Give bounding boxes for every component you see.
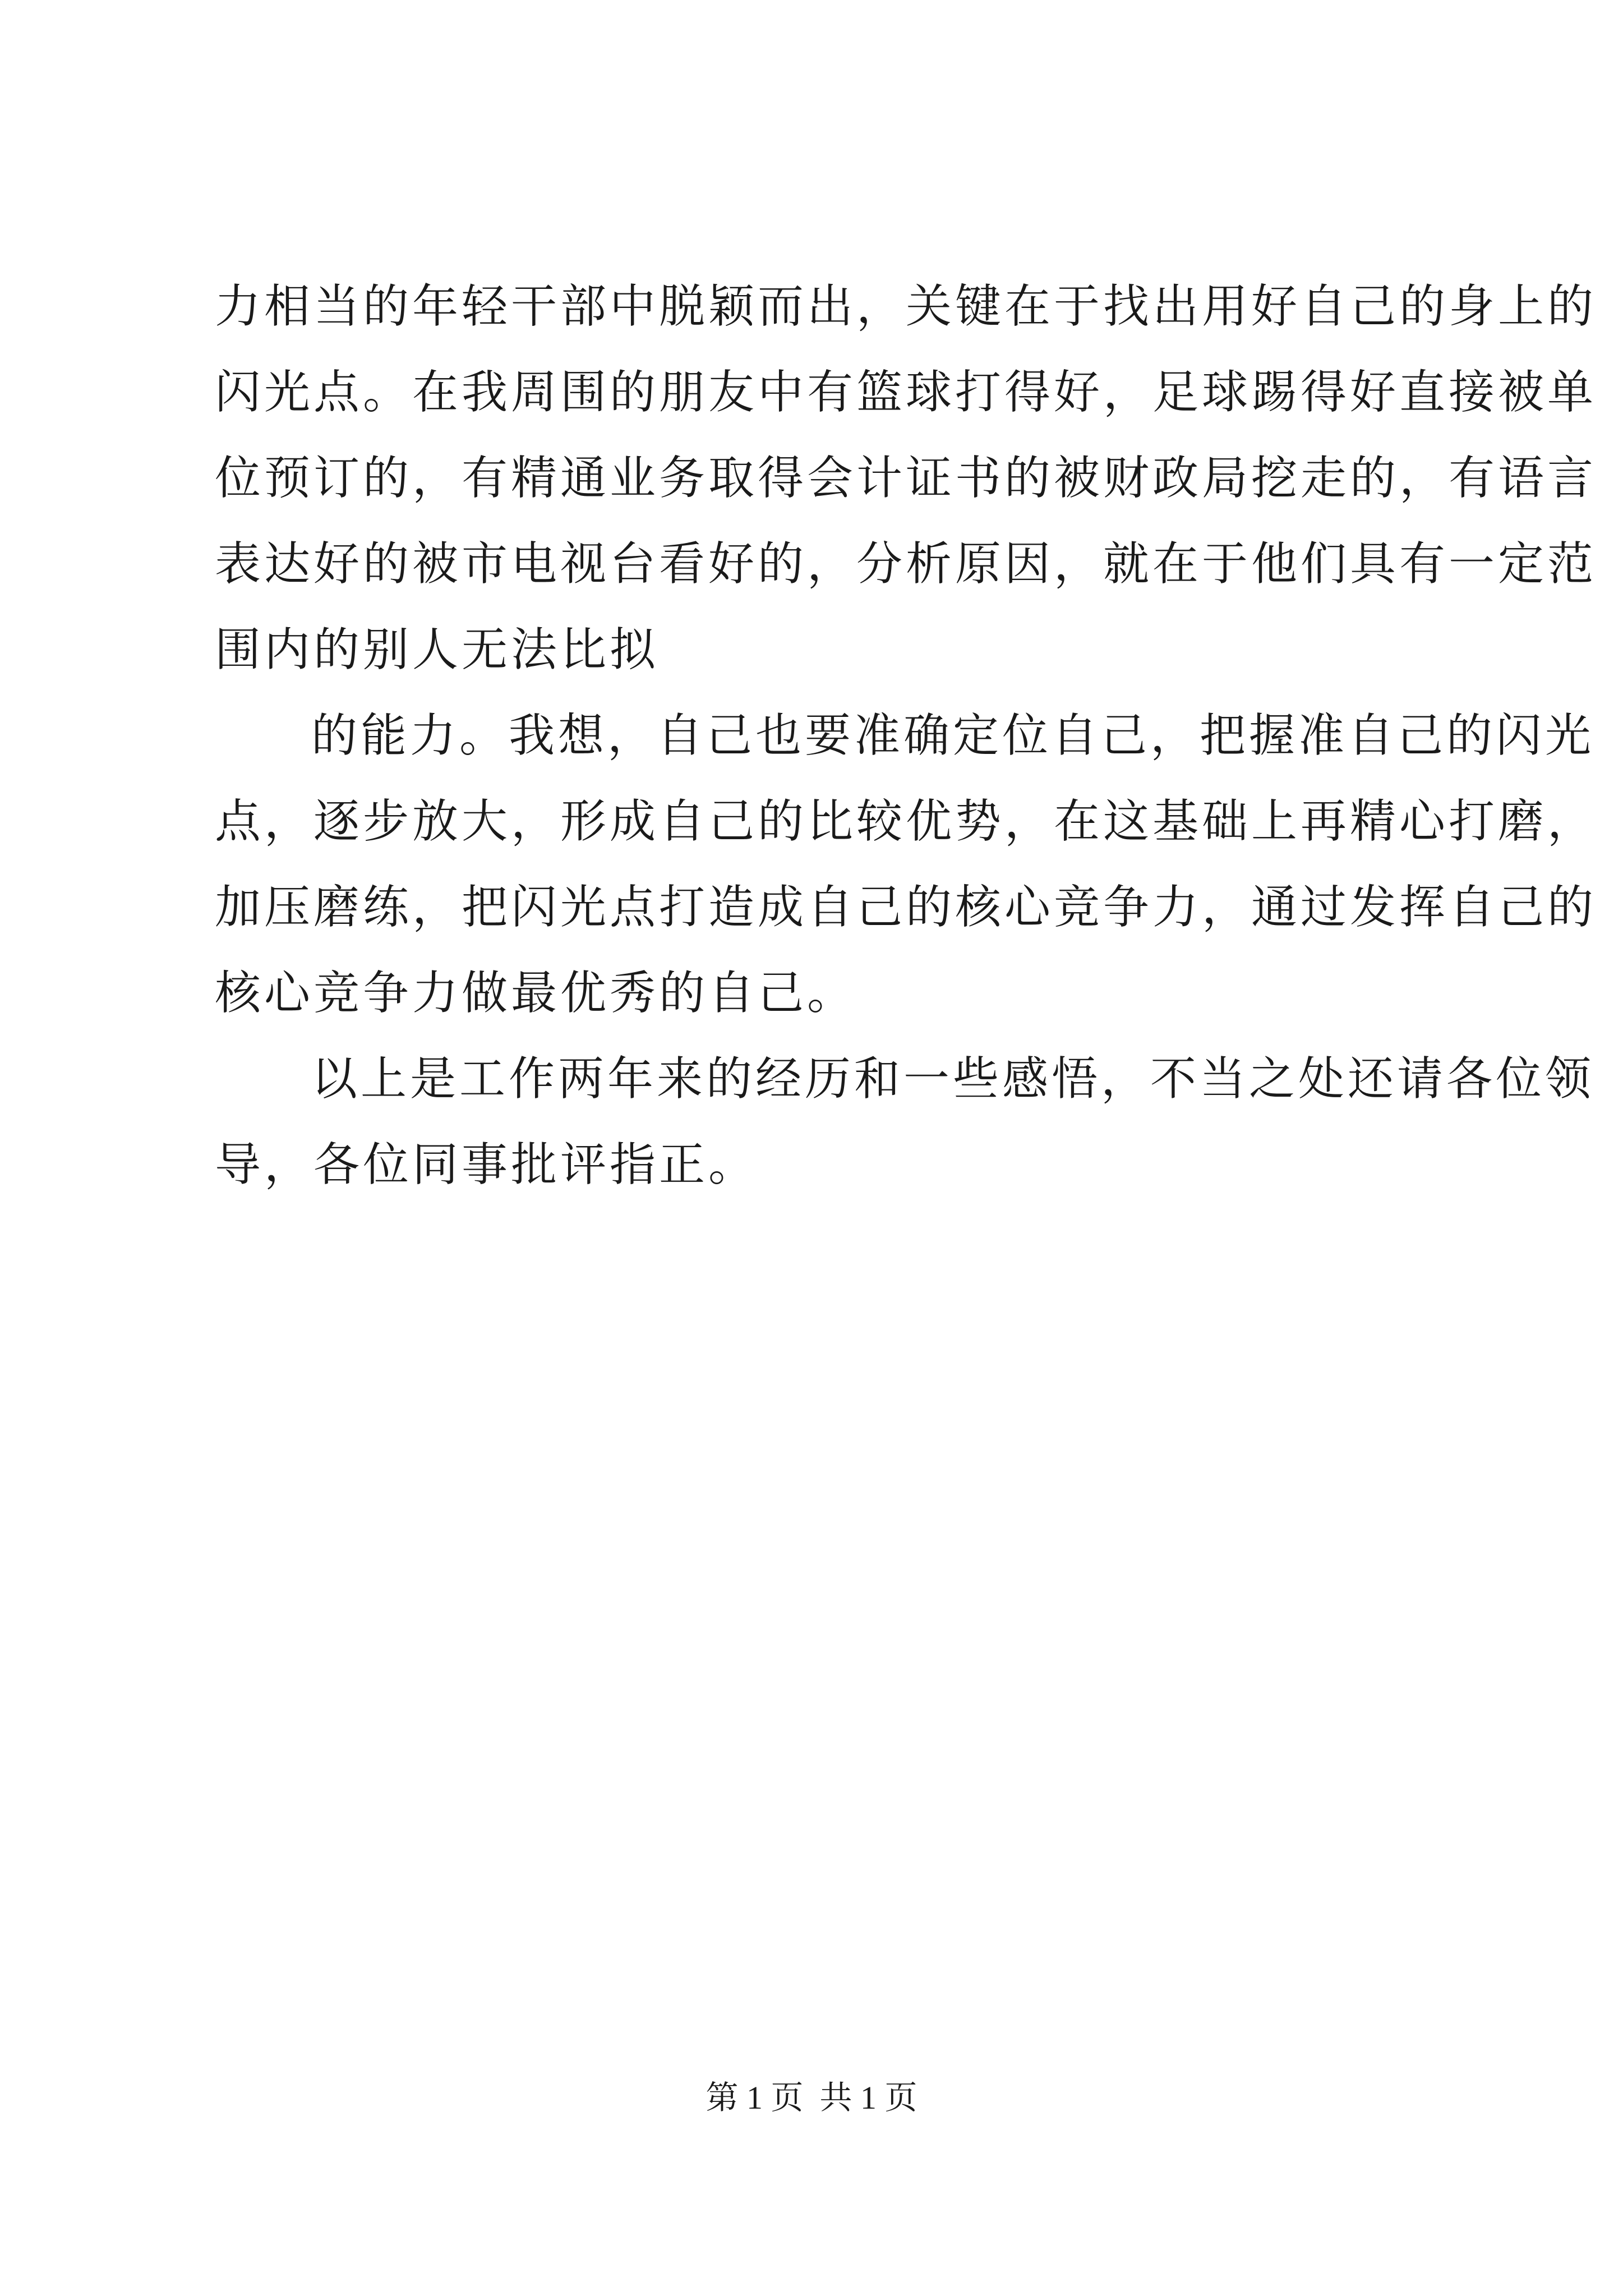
paragraph-line: 加压磨练，把闪光点打造成自己的核心竞争力，通过发挥自己的 [215, 881, 1597, 934]
paragraph-line: 表达好的被市电视台看好的，分析原因，就在于他们具有一定范 [215, 537, 1597, 591]
paragraph-line: 的能力。我想，自己也要准确定位自己，把握准自己的闪光 [311, 709, 1595, 762]
paragraph-line: 导，各位同事批评指正。 [215, 1138, 758, 1191]
paragraph-line: 以上是工作两年来的经历和一些感悟，不当之处还请各位领 [311, 1052, 1595, 1106]
paragraph-line: 力相当的年轻干部中脱颖而出，关键在于找出用好自己的身上的 [215, 280, 1597, 333]
paragraph-line: 闪光点。在我周围的朋友中有篮球打得好，足球踢得好直接被单 [215, 366, 1597, 419]
paragraph-line: 点，逐步放大，形成自己的比较优势，在这基础上再精心打磨， [215, 795, 1597, 848]
paragraph-line: 位预订的，有精通业务取得会计证书的被财政局挖走的，有语言 [215, 452, 1597, 505]
paragraph-1 [215, 264, 1597, 693]
document-body [215, 264, 1597, 1208]
paragraph-2 [215, 693, 1597, 1036]
paragraph-line: 围内的别人无法比拟 [215, 623, 660, 677]
paragraph-3 [215, 1036, 1595, 1208]
page-number-footer: 第 1 页 共 1 页 [706, 2079, 917, 2116]
paragraph-line: 核心竞争力做最优秀的自己。 [215, 967, 857, 1020]
